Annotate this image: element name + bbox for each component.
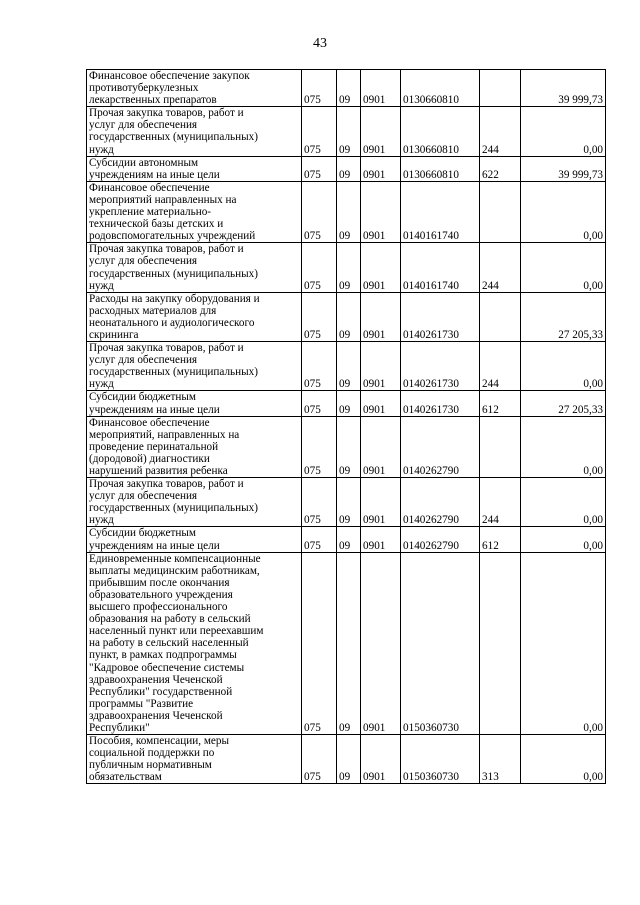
table-row — [87, 70, 606, 107]
expense-type-cell — [480, 70, 521, 107]
table-row — [87, 478, 606, 527]
expense-name-cell: Прочая закупка товаров, работ и услуг для обеспечения государственных (муниципальных) нужд — [87, 107, 302, 156]
grbs-code-cell: 075 — [302, 243, 337, 292]
subsection-code-cell: 0901 — [361, 342, 401, 391]
target-article-cell: 0150360730 — [401, 735, 480, 784]
table-row — [87, 243, 606, 292]
grbs-code-cell: 075 — [302, 107, 337, 156]
subsection-code-cell: 0901 — [361, 107, 401, 156]
grbs-code-cell: 075 — [302, 478, 337, 527]
grbs-code-cell: 075 — [302, 70, 337, 107]
grbs-code-cell: 075 — [302, 156, 337, 181]
expense-name-cell: Субсидии бюджетным учреждениям на иные цели — [87, 527, 302, 552]
subsection-code-cell: 0901 — [361, 292, 401, 341]
table-row — [87, 156, 606, 181]
section-code-cell: 09 — [337, 292, 361, 341]
budget-table-body — [87, 70, 606, 784]
expense-type-cell — [480, 292, 521, 341]
target-article-cell: 0150360730 — [401, 552, 480, 734]
section-code-cell: 09 — [337, 552, 361, 734]
amount-cell: 27 205,33 — [521, 292, 606, 341]
amount-cell: 39 999,73 — [521, 156, 606, 181]
grbs-code-cell: 075 — [302, 181, 337, 242]
expense-name-cell: Финансовое обеспечение закупок противотуберкулезных лекарственных препаратов — [87, 70, 302, 107]
table-row — [87, 107, 606, 156]
page-number: 43 — [313, 36, 327, 51]
section-code-cell: 09 — [337, 70, 361, 107]
section-code-cell: 09 — [337, 391, 361, 416]
amount-cell: 0,00 — [521, 416, 606, 477]
grbs-code-cell: 075 — [302, 292, 337, 341]
section-code-cell: 09 — [337, 478, 361, 527]
grbs-code-cell: 075 — [302, 552, 337, 734]
expense-type-cell — [480, 416, 521, 477]
target-article-cell: 0130660810 — [401, 107, 480, 156]
amount-cell: 0,00 — [521, 181, 606, 242]
table-row — [87, 735, 606, 784]
amount-cell: 0,00 — [521, 527, 606, 552]
expense-name-cell: Финансовое обеспечение мероприятий направленных на укрепление материально- технической базы детских и родовспомогательных учреждений — [87, 181, 302, 242]
target-article-cell: 0140262790 — [401, 416, 480, 477]
expense-type-cell: 244 — [480, 478, 521, 527]
target-article-cell: 0130660810 — [401, 70, 480, 107]
expense-name-cell: Финансовое обеспечение мероприятий, направленных на проведение перинатальной (дородовой) диагностики нарушений развития ребенка — [87, 416, 302, 477]
grbs-code-cell: 075 — [302, 735, 337, 784]
target-article-cell: 0140262790 — [401, 527, 480, 552]
expense-type-cell: 244 — [480, 107, 521, 156]
expense-name-cell: Прочая закупка товаров, работ и услуг для обеспечения государственных (муниципальных) нужд — [87, 478, 302, 527]
amount-cell: 39 999,73 — [521, 70, 606, 107]
target-article-cell: 0140161740 — [401, 243, 480, 292]
section-code-cell: 09 — [337, 416, 361, 477]
target-article-cell: 0140261730 — [401, 292, 480, 341]
subsection-code-cell: 0901 — [361, 243, 401, 292]
table-row — [87, 181, 606, 242]
amount-cell: 0,00 — [521, 243, 606, 292]
expense-type-cell: 612 — [480, 391, 521, 416]
expense-type-cell — [480, 552, 521, 734]
expense-type-cell: 612 — [480, 527, 521, 552]
subsection-code-cell: 0901 — [361, 181, 401, 242]
expense-type-cell: 244 — [480, 342, 521, 391]
amount-cell: 27 205,33 — [521, 391, 606, 416]
table-row — [87, 292, 606, 341]
table-row — [87, 342, 606, 391]
amount-cell: 0,00 — [521, 478, 606, 527]
subsection-code-cell: 0901 — [361, 156, 401, 181]
table-row — [87, 416, 606, 477]
grbs-code-cell: 075 — [302, 416, 337, 477]
subsection-code-cell: 0901 — [361, 70, 401, 107]
section-code-cell: 09 — [337, 243, 361, 292]
section-code-cell: 09 — [337, 181, 361, 242]
amount-cell: 0,00 — [521, 552, 606, 734]
expense-type-cell — [480, 181, 521, 242]
subsection-code-cell: 0901 — [361, 527, 401, 552]
table-row — [87, 391, 606, 416]
amount-cell: 0,00 — [521, 735, 606, 784]
expense-type-cell: 244 — [480, 243, 521, 292]
target-article-cell: 0140261730 — [401, 342, 480, 391]
expense-type-cell: 313 — [480, 735, 521, 784]
subsection-code-cell: 0901 — [361, 478, 401, 527]
subsection-code-cell: 0901 — [361, 552, 401, 734]
grbs-code-cell: 075 — [302, 342, 337, 391]
target-article-cell: 0130660810 — [401, 156, 480, 181]
grbs-code-cell: 075 — [302, 527, 337, 552]
section-code-cell: 09 — [337, 527, 361, 552]
expense-name-cell: Расходы на закупку оборудования и расходных материалов для неонатального и аудиологического скрининга — [87, 292, 302, 341]
target-article-cell: 0140262790 — [401, 478, 480, 527]
target-article-cell: 0140161740 — [401, 181, 480, 242]
table-row — [87, 552, 606, 734]
subsection-code-cell: 0901 — [361, 391, 401, 416]
expense-name-cell: Прочая закупка товаров, работ и услуг для обеспечения государственных (муниципальных) нужд — [87, 342, 302, 391]
expense-name-cell: Субсидии бюджетным учреждениям на иные цели — [87, 391, 302, 416]
target-article-cell: 0140261730 — [401, 391, 480, 416]
amount-cell: 0,00 — [521, 107, 606, 156]
section-code-cell: 09 — [337, 735, 361, 784]
section-code-cell: 09 — [337, 342, 361, 391]
amount-cell: 0,00 — [521, 342, 606, 391]
subsection-code-cell: 0901 — [361, 735, 401, 784]
expense-type-cell: 622 — [480, 156, 521, 181]
grbs-code-cell: 075 — [302, 391, 337, 416]
budget-table — [86, 69, 606, 784]
expense-name-cell: Пособия, компенсации, меры социальной поддержки по публичным нормативным обязательствам — [87, 735, 302, 784]
expense-name-cell: Субсидии автономным учреждениям на иные цели — [87, 156, 302, 181]
section-code-cell: 09 — [337, 107, 361, 156]
expense-name-cell: Единовременные компенсационные выплаты медицинским работникам, прибывшим после окончания образовательного учреждения высшего профессионального образования на работу в сельский населенный пункт или переехавшим на работу в сельский населенный пункт, в рамках подпрограммы "Кадровое обеспечение системы здравоохранения Чеченской Республики" государственной программы "Развитие здравоохранения Чеченской Республики" — [87, 552, 302, 734]
subsection-code-cell: 0901 — [361, 416, 401, 477]
section-code-cell: 09 — [337, 156, 361, 181]
table-row — [87, 527, 606, 552]
expense-name-cell: Прочая закупка товаров, работ и услуг для обеспечения государственных (муниципальных) нужд — [87, 243, 302, 292]
